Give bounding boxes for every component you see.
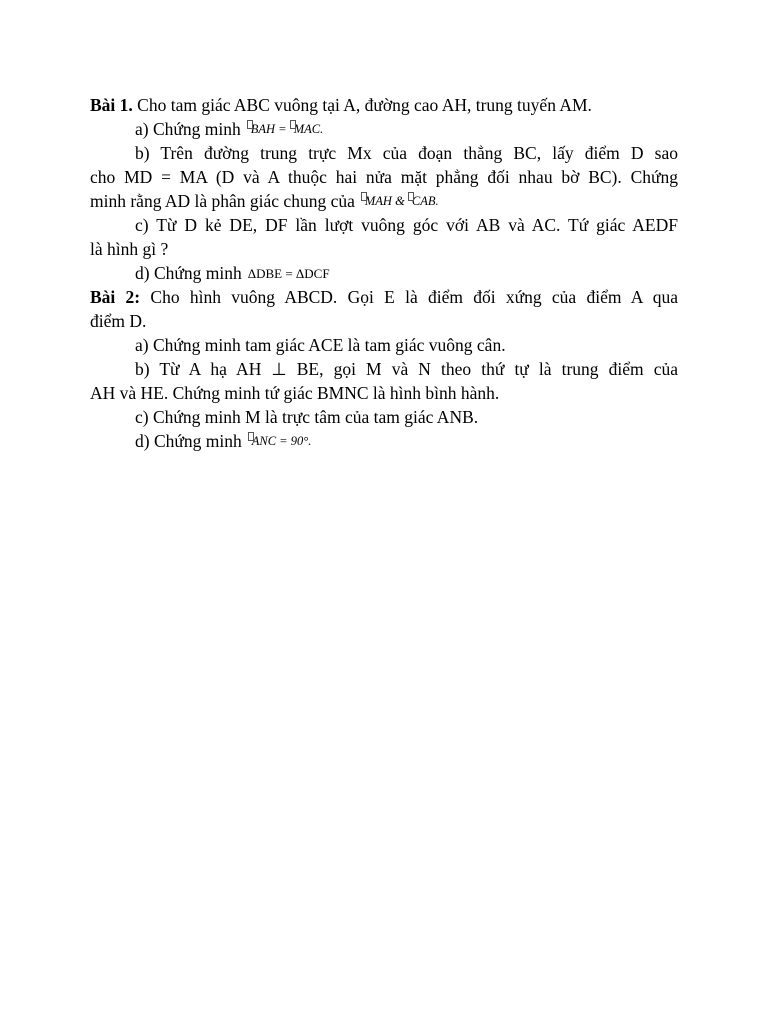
bai2-intro-line1: Cho hình vuông ABCD. Gọi E là điểm đối xứng của điểm A qua	[140, 287, 678, 307]
bai2-part-b-line1: b) Từ A hạ AH ⊥ BE, gọi M và N theo thứ tự là trung điểm của	[135, 359, 678, 379]
bai1-b-text: minh rằng AD là phân giác chung của	[90, 191, 355, 211]
angle-icon	[361, 192, 367, 201]
bai1-title-line	[90, 93, 678, 117]
bai2-heading: Bài 2:	[90, 287, 141, 307]
bai2-d-formula-text: ANC = 90°.	[251, 434, 312, 448]
bai1-heading: Bài 1.	[90, 95, 133, 115]
bai1-part-a	[90, 117, 678, 141]
bai1-part-c-line2: là hình gì ?	[90, 239, 169, 259]
bai1-a-formula-right: MAC.	[293, 122, 324, 136]
bai1-a-formula	[247, 117, 324, 141]
bai2-part-a: a) Chứng minh tam giác ACE là tam giác vuông cân.	[135, 335, 506, 355]
bai1-b-formula-right: CAB.	[411, 194, 439, 208]
bai1-intro: Cho tam giác ABC vuông tại A, đường cao AH, trung tuyến AM.	[132, 95, 592, 115]
bai2-title-line	[90, 285, 678, 309]
bai1-part-b-line2: cho MD = MA (D và A thuộc hai nửa mặt phẳng đối nhau bờ BC). Chứng	[90, 167, 678, 187]
angle-icon	[290, 120, 296, 129]
bai1-part-c-line1: c) Từ D kẻ DE, DF lần lượt vuông góc với AB và AC. Tứ giác AEDF	[135, 215, 678, 235]
angle-icon	[247, 120, 253, 129]
bai1-a-formula-mid: =	[275, 122, 290, 136]
bai1-a-formula-left: BAH	[250, 122, 276, 136]
document-page	[90, 93, 678, 453]
angle-icon	[408, 192, 414, 201]
bai2-part-c: c) Chứng minh M là trực tâm của tam giác ANB.	[135, 407, 479, 427]
bai1-part-d	[90, 261, 678, 285]
bai1-part-b-line1: b) Trên đường trung trực Mx của đoạn thẳng BC, lấy điểm D sao	[135, 143, 678, 163]
bai1-b-formula-left: MAH	[364, 194, 392, 208]
bai1-a-text: a) Chứng minh	[135, 119, 241, 139]
bai1-b-formula-mid: &	[391, 194, 408, 208]
bai2-part-b-line2: AH và HE. Chứng minh tứ giác BMNC là hình bình hành.	[90, 383, 500, 403]
bai1-d-formula: ΔDBE = ΔDCF	[247, 266, 330, 281]
bai1-part-b-line3	[90, 189, 678, 213]
bai2-intro-line2: điểm D.	[90, 311, 147, 331]
bai2-part-d	[90, 429, 678, 453]
angle-icon	[248, 432, 254, 441]
bai1-d-text: d) Chứng minh	[135, 263, 242, 283]
bai2-d-text: d) Chứng minh	[135, 431, 242, 451]
bai1-b-formula	[361, 189, 439, 213]
bai2-d-formula	[248, 429, 312, 453]
